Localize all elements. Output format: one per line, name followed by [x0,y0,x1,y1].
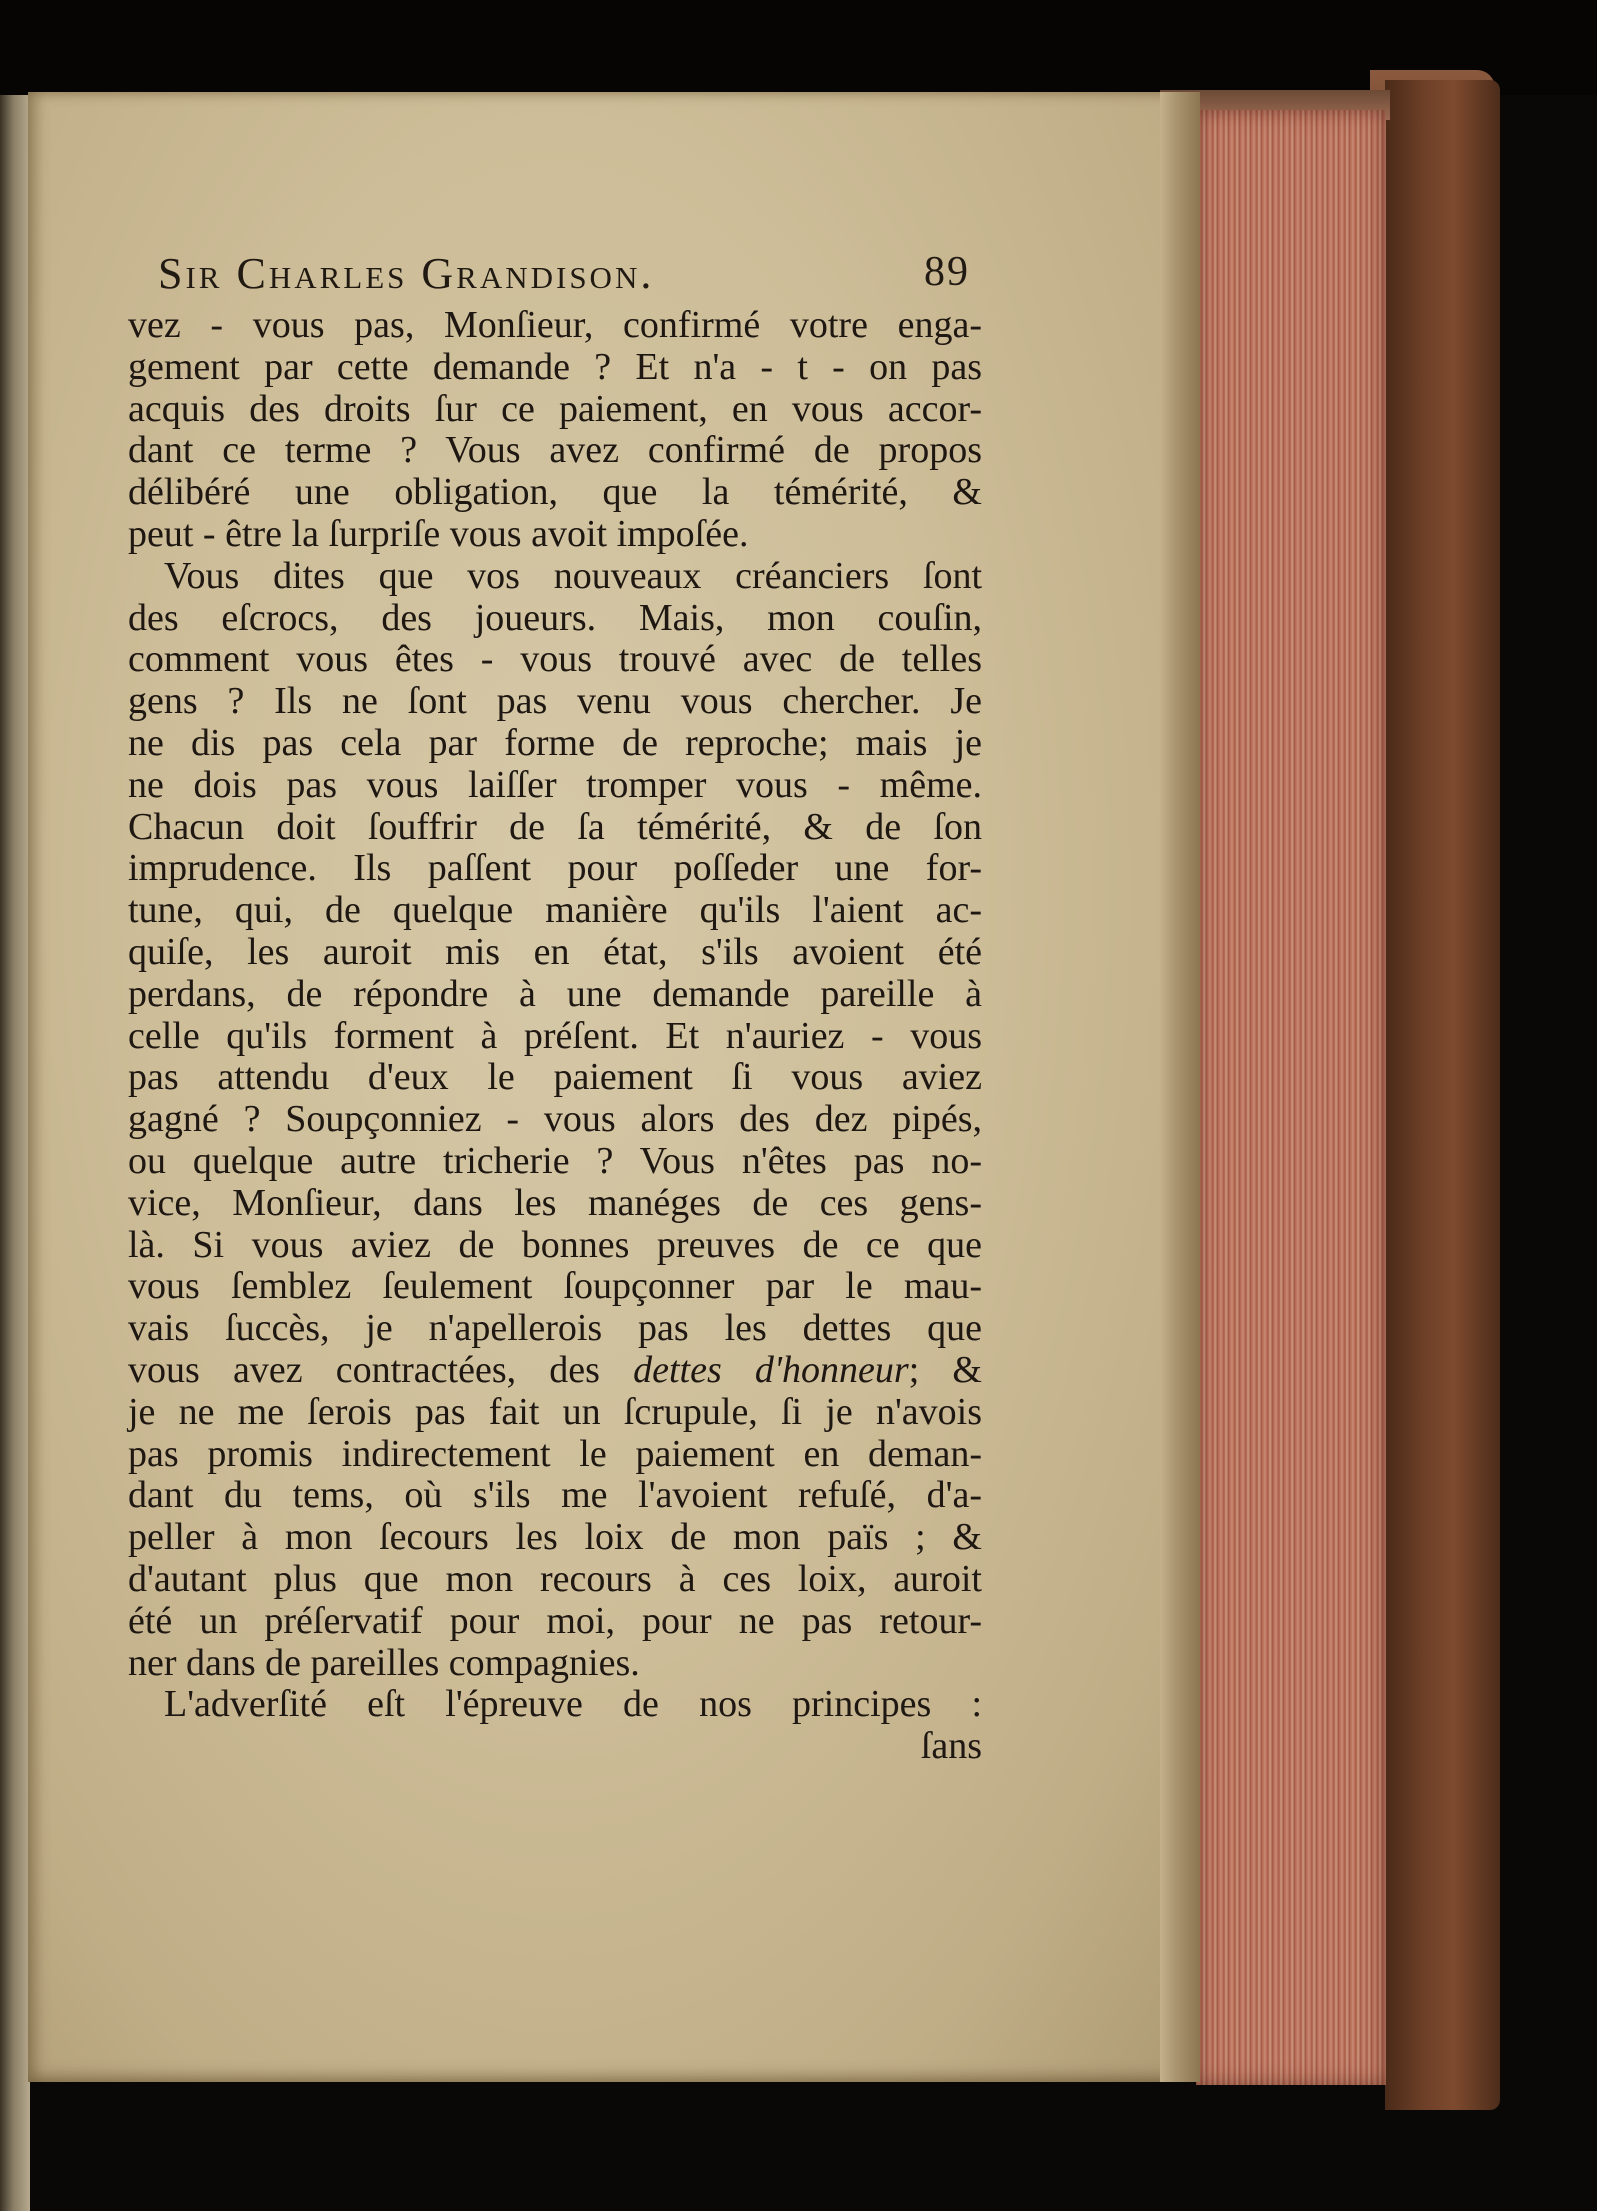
text-line: vais ſuccès, je n'apellerois pas les dettes que [128,1307,982,1350]
red-page-edges [1196,110,1386,2085]
text-line: gement par cette demande ? Et n'a - t - on pas [128,345,982,388]
text-fragment: vous avez contractées, des [128,1348,600,1391]
catchword: ſans [920,1725,982,1768]
text-line: vice, Monſieur, dans les manéges de ces gens- [128,1181,982,1224]
page-fore-edge [1160,92,1200,2082]
text-line: acquis des droits ſur ce paiement, en vous accor- [128,387,982,430]
page-header [150,248,970,304]
text-line: gagné ? Soupçonniez - vous alors des dez pipés, [128,1098,982,1141]
text-line: peut - être la ſurpriſe vous avoit impoſée. [128,512,749,555]
text-line: dant du tems, où s'ils me l'avoient refuſé, d'a- [128,1474,982,1517]
text-line: ne dis pas cela par forme de reproche; mais je [128,721,982,764]
text-line: perdans, de répondre à une demande pareille à [128,972,982,1015]
text-line: dant ce terme ? Vous avez confirmé de propos [128,429,982,472]
text-line: délibéré une obligation, que la témérité, & [128,471,982,514]
text-line: quiſe, les auroit mis en état, s'ils avoient été [128,930,982,973]
text-line: peller à mon ſecours les loix de mon païs ; & [128,1516,982,1559]
left-page-edge [0,95,30,2211]
text-line: là. Si vous aviez de bonnes preuves de ce que [128,1223,982,1266]
text-line: pas attendu d'eux le paiement ſi vous aviez [128,1056,982,1099]
text-line: celle qu'ils forment à préſent. Et n'auriez - vous [128,1014,982,1057]
text-line: imprudence. Ils paſſent pour poſſeder une for- [128,847,982,890]
text-line: Vous dites que vos nouveaux créanciers ſont [164,554,982,597]
page-number: 89 [924,249,970,295]
text-line: ne dois pas vous laiſſer tromper vous - même. [128,763,982,806]
text-line-with-italic [128,1350,982,1392]
text-line: d'autant plus que mon recours à ces loix, auroit [128,1557,982,1600]
text-line: je ne me ſerois pas fait un ſcrupule, ſi je n'avois [128,1390,982,1433]
running-title: Sir Charles Grandison. [158,249,655,298]
body-text [128,305,982,1768]
italic-phrase: dettes d'honneur [633,1348,909,1391]
text-fragment: ; & [908,1348,982,1391]
text-line: gens ? Ils ne ſont pas venu vous chercher. Je [128,680,982,723]
text-line: vous ſemblez ſeulement ſoupçonner par le mau- [128,1265,982,1308]
text-line: tune, qui, de quelque manière qu'ils l'aient ac- [128,889,982,932]
text-line: ner dans de pareilles compagnies. [128,1641,640,1684]
scan-background [0,0,1597,95]
text-line: comment vous êtes - vous trouvé avec de telles [128,638,982,681]
text-line: Chacun doit ſouffrir de ſa témérité, & de ſon [128,805,982,848]
text-line: été un préſervatif pour moi, pour ne pas retour- [128,1599,982,1642]
text-line: vez - vous pas, Monſieur, confirmé votre enga- [128,304,982,346]
book-cover [1385,80,1500,2110]
text-line: pas promis indirectement le paiement en deman- [128,1432,982,1475]
text-line: ou quelque autre tricherie ? Vous n'êtes pas no- [128,1139,982,1182]
text-line: des eſcrocs, des joueurs. Mais, mon couſin, [128,596,982,639]
text-line: L'adverſité eſt l'épreuve de nos principes : [164,1683,982,1726]
